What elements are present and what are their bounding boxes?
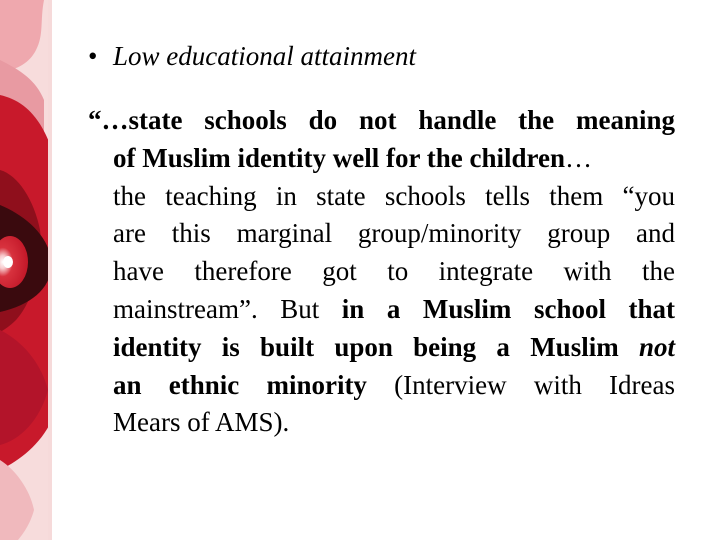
decorative-photo-strip	[0, 0, 52, 540]
quote-line-8-bold: an ethnic minority	[113, 369, 367, 400]
quote-line-6	[88, 291, 675, 329]
quote-line-3: the teaching in state schools tells them “you	[113, 180, 675, 211]
quote-line-4: are this marginal group/minority group and	[113, 218, 675, 249]
bullet-item	[88, 40, 675, 72]
quote-line-7-bold: identity is built upon being a Muslim	[113, 331, 639, 362]
quote-line-1: “…state schools do not handle the meaning	[88, 105, 675, 135]
quote-line-6-plain: mainstream”. But	[113, 293, 342, 324]
quote-line-8	[88, 367, 675, 405]
quote-line-6-bold: in a Muslim school that	[341, 293, 676, 324]
quote-line-8-plain: (Interview with Idreas	[366, 369, 675, 400]
quote-line-5: have therefore got to integrate with the	[113, 256, 675, 287]
quote-line-2-rest: …	[564, 142, 592, 173]
interview-quote	[88, 102, 675, 442]
bullet-heading: Low educational attainment	[113, 41, 416, 71]
quote-line-2-bold: of Muslim identity well for the children	[113, 142, 565, 173]
slide-content	[88, 40, 675, 442]
decorative-image	[0, 0, 52, 540]
quote-line-2	[88, 140, 675, 178]
quote-line-7-emphasis: not	[638, 331, 675, 362]
quote-line-7	[88, 329, 675, 367]
quote-line-9: Mears of AMS).	[113, 407, 290, 438]
bullet-marker: •	[88, 41, 98, 71]
